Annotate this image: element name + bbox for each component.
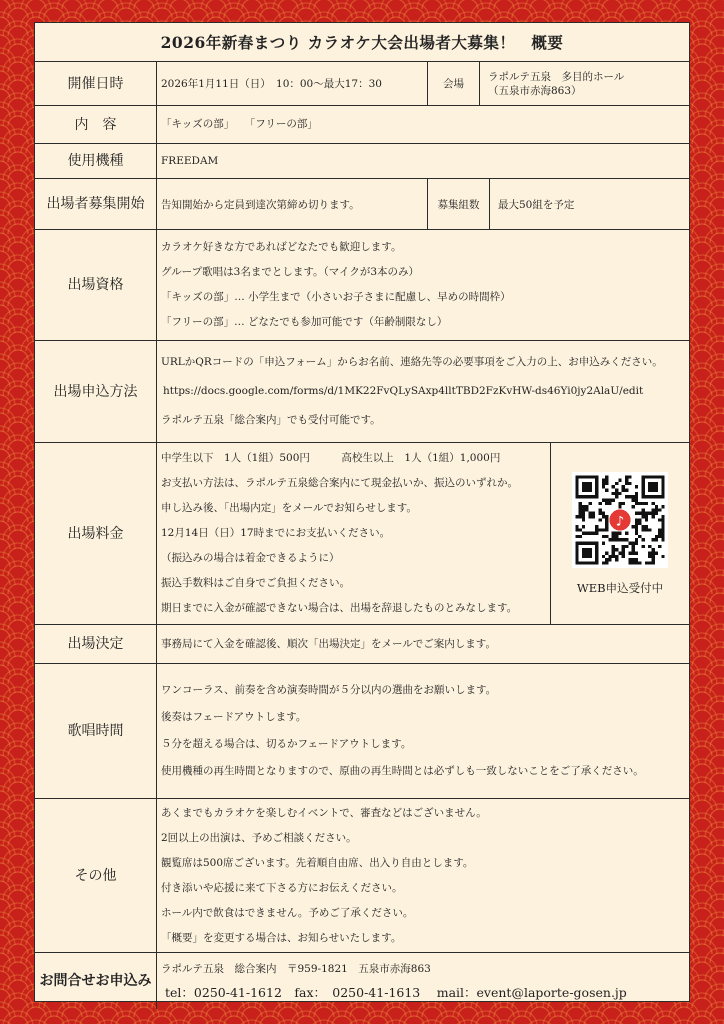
row-fee [35,443,689,625]
venue-value [480,62,689,105]
row-eligibility [35,230,689,341]
machine-value [157,144,689,178]
fee-line: 12月14日（日）17時までにお支払いください。 [161,527,391,539]
fee-line: 申し込み後、「出場内定」をメールでお知らせします。 [161,502,417,514]
other-content [157,799,689,952]
row-decision [35,625,689,664]
fee-content [157,443,550,624]
date-label: 開催日時 [35,62,157,105]
qr-code-icon[interactable] [572,472,668,568]
eligibility-line: 「フリーの部」… どなたでも参加可能です（年齢制限なし） [161,316,448,328]
recruit-label-2: 募集開始 [88,196,145,212]
page-title: 2026年新春まつり カラオケ大会出場者大募集！ 概要 [35,23,689,62]
singing-line: 後奏はフェードアウトします。 [161,711,307,723]
fee-label: 出場料金 [35,443,157,624]
other-label: その他 [35,799,157,952]
contact-label-1: お問合せ [39,973,96,989]
singing-label: 歌唱時間 [35,664,157,798]
groups-label: 募集組数 [428,179,490,229]
other-line: 観覧席は500席ございます。先着順自由席、出入り自由とします。 [161,856,474,869]
other-line: 「概要」を変更する場合は、お知らせいたします。 [161,931,402,944]
row-recruit [35,179,689,230]
eligibility-content [157,230,689,340]
qr-box [550,443,689,624]
row-content [35,106,689,144]
content-label: 内 容 [35,106,157,143]
row-machine [35,144,689,179]
eligibility-label: 出場資格 [35,230,157,340]
fee-line: （振込みの場合は着金できるように） [161,552,340,564]
venue-name: ラポルテ五泉 多目的ホール [488,70,625,83]
groups-value: 最大50組を予定 [498,198,575,211]
singing-line: 使用機種の再生時間となりますので、原曲の再生時間とは必ずしも一致しないことをご了承ください。 [161,765,644,777]
apply-line: ラポルテ五泉「総合案内」でも受付可能です。 [161,414,381,426]
venue-label: 会場 [428,62,480,105]
singing-line: ワンコーラス、前奏を含め演奏時間が５分以内の選曲をお願いします。 [161,684,497,696]
machine-text: FREEDAM [161,154,219,167]
recruit-label-1: 出場者 [46,196,89,212]
qr-caption: WEB申込受付中 [576,580,664,595]
eligibility-line: 「キッズの部」… 小学生まで（小さいお子さまに配慮し、早めの時間枠） [161,291,511,303]
fee-line: 期日までに入金が確認できない場合は、出場を辞退したものとみなします。 [161,602,518,614]
apply-label-2: 方法 [109,383,138,400]
apply-label-1: 出場申込 [53,383,110,400]
row-singing [35,664,689,799]
date-value: 2026年1月11日（日） 10：00～最大17：30 [157,62,428,105]
svg-text:♪: ♪ [615,514,625,530]
decision-label: 出場決定 [35,625,157,663]
flyer-sheet [34,22,690,1002]
content-value [157,106,689,143]
contact-content [157,953,689,1009]
other-line: ホール内で飲食はできません。予めご了承ください。 [161,906,414,919]
row-other [35,799,689,953]
row-date [35,62,689,106]
other-line: 付き添いや応援に来て下さる方にお伝えください。 [161,881,403,894]
form-url-link[interactable]: https://docs.google.com/forms/d/1MK22FvQLySAxp4lltTBD2FzKvHW-ds46Yi0jy2AlaU/edit [163,385,644,397]
eligibility-line: カラオケ好きな方であればどなたでも歓迎します。 [161,241,402,253]
decision-text: 事務局にて入金を確認後、順次「出場決定」をメールでご案内します。 [161,637,496,650]
content-text: 「キッズの部」 「フリーの部」 [161,118,318,130]
recruit-value: 告知開始から定員到達次第締め切ります。 [157,179,428,229]
row-apply [35,341,689,443]
recruit-label [35,179,157,229]
fee-line: お支払い方法は、ラポルテ五泉総合案内にて現金払いか、振込のいずれか。 [161,477,518,489]
apply-label [35,341,157,442]
row-contact [35,953,689,1009]
contact-phone-mail[interactable]: tel：0250-41-1612 fax： 0250-41-1613 mail：event@laporte-gosen.jp [165,985,627,1000]
contact-address: ラポルテ五泉 総合案内 〒959-1821 五泉市赤海863 [161,963,431,975]
other-line: あくまでもカラオケを楽しむイベントで、審査などはございません。 [161,806,487,819]
other-line: 2回以上の出演は、予めご相談ください。 [161,831,357,844]
venue-address: （五泉市赤海863） [488,84,582,97]
machine-label: 使用機種 [35,144,157,178]
singing-content [157,664,689,798]
eligibility-line: グループ歌唱は3名までとします。（マイクが3本のみ） [161,266,420,278]
fee-line: 振込手数料はご自身でご負担ください。 [161,577,350,589]
singing-line: ５分を超える場合は、切るかフェードアウトします。 [161,738,412,750]
decision-content [157,625,689,663]
apply-content [157,341,689,442]
apply-line: URLかQRコードの「申込フォーム」からお名前、連絡先等の必要事項をご入力の上、お申込みください。 [161,356,663,368]
contact-label-2: お申込み [95,973,152,989]
fee-line: 中学生以下 1人（1組）500円 高校生以上 1人（1組）1,000円 [161,452,501,464]
contact-label [35,953,157,1009]
